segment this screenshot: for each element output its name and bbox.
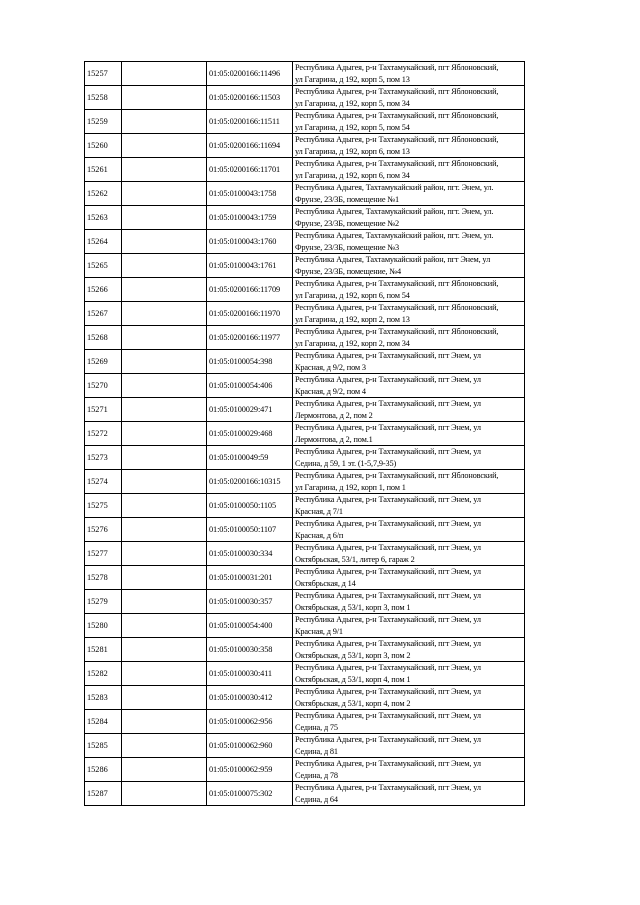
cadastral-number: 01:05:0100054:406 [207, 374, 293, 398]
row-number: 15282 [85, 662, 122, 686]
address-line-1: Республика Адыгея, р-н Тахтамукайский, пгт Энем, ул [295, 423, 481, 433]
address-line-2: Фрунзе, 23/3Б, помещение №1 [295, 194, 400, 204]
address-cell [293, 182, 525, 206]
address-line-2: ул Гагарина, д 192, корп 1, пом 1 [295, 482, 406, 492]
cadastral-number: 01:05:0200166:11694 [207, 134, 293, 158]
cadastral-number: 01:05:0100075:302 [207, 782, 293, 806]
cadastral-number: 01:05:0200166:11977 [207, 326, 293, 350]
address-cell [293, 302, 525, 326]
address-cell [293, 134, 525, 158]
empty-cell [122, 254, 207, 278]
address-line-1: Республика Адыгея, Тахтамукайский район, пгт. Энем, ул. [295, 207, 494, 217]
address-line-2: Красная, д 9/2, пом 4 [295, 386, 366, 396]
row-number: 15277 [85, 542, 122, 566]
table-row [85, 422, 525, 446]
empty-cell [122, 470, 207, 494]
address-cell [293, 734, 525, 758]
address-line-1: Республика Адыгея, р-н Тахтамукайский, пгт Яблоновский, [295, 159, 499, 169]
address-line-1: Республика Адыгея, р-н Тахтамукайский, пгт Энем, ул [295, 735, 481, 745]
cadastral-number: 01:05:0100029:468 [207, 422, 293, 446]
address-line-1: Республика Адыгея, р-н Тахтамукайский, пгт Яблоновский, [295, 279, 499, 289]
address-cell [293, 110, 525, 134]
row-number: 15273 [85, 446, 122, 470]
address-line-2: ул Гагарина, д 192, корп 2, пом 13 [295, 314, 410, 324]
address-line-2: Октябрьская, д 53/1, корп 4, пом 1 [295, 674, 411, 684]
empty-cell [122, 134, 207, 158]
cadastral-number: 01:05:0100030:412 [207, 686, 293, 710]
cadastral-number: 01:05:0100062:959 [207, 758, 293, 782]
address-line-1: Республика Адыгея, р-н Тахтамукайский, пгт Энем, ул [295, 399, 481, 409]
address-cell [293, 758, 525, 782]
cadastral-number: 01:05:0200166:11503 [207, 86, 293, 110]
address-line-1: Республика Адыгея, р-н Тахтамукайский, пгт Энем, ул [295, 375, 481, 385]
empty-cell [122, 494, 207, 518]
row-number: 15283 [85, 686, 122, 710]
row-number: 15262 [85, 182, 122, 206]
empty-cell [122, 158, 207, 182]
table-row [85, 350, 525, 374]
row-number: 15266 [85, 278, 122, 302]
address-cell [293, 230, 525, 254]
table-row [85, 86, 525, 110]
table-row [85, 518, 525, 542]
row-number: 15259 [85, 110, 122, 134]
address-line-2: ул Гагарина, д 192, корп 5, пом 34 [295, 98, 410, 108]
empty-cell [122, 638, 207, 662]
address-cell [293, 710, 525, 734]
address-line-1: Республика Адыгея, р-н Тахтамукайский, пгт Яблоновский, [295, 471, 499, 481]
address-cell [293, 350, 525, 374]
address-line-1: Республика Адыгея, р-н Тахтамукайский, пгт Энем, ул [295, 759, 481, 769]
empty-cell [122, 734, 207, 758]
table-row [85, 614, 525, 638]
address-line-2: ул Гагарина, д 192, корп 5, пом 54 [295, 122, 410, 132]
empty-cell [122, 566, 207, 590]
address-line-1: Республика Адыгея, р-н Тахтамукайский, пгт Яблоновский, [295, 327, 499, 337]
cadastral-number: 01:05:0200166:11496 [207, 62, 293, 86]
address-cell [293, 374, 525, 398]
address-cell [293, 158, 525, 182]
address-line-1: Республика Адыгея, р-н Тахтамукайский, пгт Энем, ул [295, 639, 481, 649]
address-line-1: Республика Адыгея, р-н Тахтамукайский, пгт Энем, ул [295, 591, 481, 601]
empty-cell [122, 590, 207, 614]
cadastral-number: 01:05:0100050:1105 [207, 494, 293, 518]
address-line-2: Красная, д 6/п [295, 530, 344, 540]
cadastral-number: 01:05:0200166:11709 [207, 278, 293, 302]
address-line-1: Республика Адыгея, р-н Тахтамукайский, пгт Яблоновский, [295, 63, 499, 73]
table-row [85, 782, 525, 806]
empty-cell [122, 206, 207, 230]
row-number: 15284 [85, 710, 122, 734]
row-number: 15275 [85, 494, 122, 518]
empty-cell [122, 518, 207, 542]
address-line-1: Республика Адыгея, р-н Тахтамукайский, пгт Энем, ул [295, 519, 481, 529]
row-number: 15274 [85, 470, 122, 494]
address-line-2: Октябрьская, д 53/1, корп 3, пом 1 [295, 602, 411, 612]
row-number: 15267 [85, 302, 122, 326]
empty-cell [122, 710, 207, 734]
address-line-2: ул Гагарина, д 192, корп 6, пом 13 [295, 146, 410, 156]
address-line-1: Республика Адыгея, р-н Тахтамукайский, пгт Энем, ул [295, 351, 481, 361]
address-cell [293, 518, 525, 542]
table-row [85, 278, 525, 302]
address-line-2: ул Гагарина, д 192, корп 5, пом 13 [295, 74, 410, 84]
table-row [85, 662, 525, 686]
row-number: 15280 [85, 614, 122, 638]
table-row [85, 302, 525, 326]
address-cell [293, 614, 525, 638]
address-cell [293, 398, 525, 422]
empty-cell [122, 350, 207, 374]
address-cell [293, 782, 525, 806]
address-cell [293, 494, 525, 518]
cadastral-number: 01:05:0100043:1760 [207, 230, 293, 254]
row-number: 15269 [85, 350, 122, 374]
table-row [85, 638, 525, 662]
table-row [85, 590, 525, 614]
row-number: 15260 [85, 134, 122, 158]
table-row [85, 710, 525, 734]
empty-cell [122, 62, 207, 86]
row-number: 15258 [85, 86, 122, 110]
cadastral-number: 01:05:0100029:471 [207, 398, 293, 422]
empty-cell [122, 782, 207, 806]
address-cell [293, 422, 525, 446]
row-number: 15286 [85, 758, 122, 782]
row-number: 15285 [85, 734, 122, 758]
address-line-1: Республика Адыгея, р-н Тахтамукайский, пгт Яблоновский, [295, 111, 499, 121]
address-cell [293, 662, 525, 686]
cadastral-number: 01:05:0100043:1761 [207, 254, 293, 278]
table-row [85, 230, 525, 254]
address-line-1: Республика Адыгея, р-н Тахтамукайский, пгт Энем, ул [295, 615, 481, 625]
cadastral-number: 01:05:0100031:201 [207, 566, 293, 590]
address-line-1: Республика Адыгея, р-н Тахтамукайский, пгт Энем, ул [295, 447, 481, 457]
address-line-2: Красная, д 7/1 [295, 506, 343, 516]
table-row [85, 326, 525, 350]
empty-cell [122, 422, 207, 446]
address-line-2: Седина, д 81 [295, 746, 338, 756]
address-line-2: Октябрьская, д 53/1, корп 3, пом 2 [295, 650, 411, 660]
address-line-2: Седина, д 64 [295, 794, 338, 804]
cadastral-number: 01:05:0100043:1759 [207, 206, 293, 230]
cadastral-number: 01:05:0200166:11701 [207, 158, 293, 182]
table-row [85, 158, 525, 182]
address-line-2: Октябрьская, д 53/1, корп 4, пом 2 [295, 698, 411, 708]
address-line-2: Красная, д 9/1 [295, 626, 343, 636]
address-line-1: Республика Адыгея, р-н Тахтамукайский, пгт Энем, ул [295, 663, 481, 673]
table-row [85, 134, 525, 158]
address-line-2: Седина, д 59, 1 эт. (1-5,7,9-35) [295, 458, 397, 468]
address-line-1: Республика Адыгея, Тахтамукайский район, пгт Энем, ул [295, 255, 491, 265]
table-row [85, 446, 525, 470]
row-number: 15261 [85, 158, 122, 182]
address-line-1: Республика Адыгея, р-н Тахтамукайский, пгт Энем, ул [295, 711, 481, 721]
address-cell [293, 542, 525, 566]
address-cell [293, 638, 525, 662]
empty-cell [122, 302, 207, 326]
address-line-2: Красная, д 9/2, пом 3 [295, 362, 366, 372]
table-row [85, 566, 525, 590]
table-row [85, 110, 525, 134]
address-line-1: Республика Адыгея, р-н Тахтамукайский, пгт Энем, ул [295, 687, 481, 697]
cadastral-number: 01:05:0200166:10315 [207, 470, 293, 494]
table-row [85, 542, 525, 566]
empty-cell [122, 182, 207, 206]
cadastral-number: 01:05:0100062:960 [207, 734, 293, 758]
address-line-2: Октябрьская, д 14 [295, 578, 356, 588]
cadastral-number: 01:05:0100043:1758 [207, 182, 293, 206]
address-line-1: Республика Адыгея, р-н Тахтамукайский, пгт Энем, ул [295, 495, 481, 505]
cadastral-number: 01:05:0100049:59 [207, 446, 293, 470]
empty-cell [122, 686, 207, 710]
address-line-1: Республика Адыгея, р-н Тахтамукайский, пгт Яблоновский, [295, 303, 499, 313]
cadastral-number: 01:05:0100062:956 [207, 710, 293, 734]
address-cell [293, 686, 525, 710]
address-line-1: Республика Адыгея, Тахтамукайский район, пгт. Энем, ул. [295, 183, 494, 193]
row-number: 15270 [85, 374, 122, 398]
address-cell [293, 566, 525, 590]
address-line-1: Республика Адыгея, р-н Тахтамукайский, пгт Энем, ул [295, 567, 481, 577]
row-number: 15287 [85, 782, 122, 806]
table-row [85, 206, 525, 230]
table-row [85, 686, 525, 710]
empty-cell [122, 758, 207, 782]
table-row [85, 398, 525, 422]
address-cell [293, 206, 525, 230]
address-cell [293, 254, 525, 278]
row-number: 15264 [85, 230, 122, 254]
cadastral-number: 01:05:0200166:11970 [207, 302, 293, 326]
row-number: 15265 [85, 254, 122, 278]
row-number: 15271 [85, 398, 122, 422]
table-row [85, 734, 525, 758]
empty-cell [122, 398, 207, 422]
table-row [85, 62, 525, 86]
cadastral-number: 01:05:0100050:1107 [207, 518, 293, 542]
cadastral-number: 01:05:0100030:358 [207, 638, 293, 662]
address-line-2: ул Гагарина, д 192, корп 2, пом 34 [295, 338, 410, 348]
row-number: 15278 [85, 566, 122, 590]
empty-cell [122, 614, 207, 638]
table-body [85, 62, 525, 806]
property-register-table [84, 61, 525, 806]
address-line-1: Республика Адыгея, р-н Тахтамукайский, пгт Энем, ул [295, 543, 481, 553]
address-line-1: Республика Адыгея, Тахтамукайский район, пгт. Энем, ул. [295, 231, 494, 241]
address-line-2: Седина, д 78 [295, 770, 338, 780]
row-number: 15281 [85, 638, 122, 662]
cadastral-number: 01:05:0100054:400 [207, 614, 293, 638]
row-number: 15257 [85, 62, 122, 86]
address-cell [293, 470, 525, 494]
table-row [85, 470, 525, 494]
address-line-2: ул Гагарина, д 192, корп 6, пом 54 [295, 290, 410, 300]
empty-cell [122, 86, 207, 110]
table-row [85, 758, 525, 782]
cadastral-number: 01:05:0200166:11511 [207, 110, 293, 134]
empty-cell [122, 326, 207, 350]
table-row [85, 254, 525, 278]
row-number: 15279 [85, 590, 122, 614]
address-cell [293, 326, 525, 350]
empty-cell [122, 110, 207, 134]
table-row [85, 374, 525, 398]
address-line-1: Республика Адыгея, р-н Тахтамукайский, пгт Яблоновский, [295, 87, 499, 97]
address-line-2: Фрунзе, 23/3Б, помещение №2 [295, 218, 400, 228]
row-number: 15268 [85, 326, 122, 350]
address-line-1: Республика Адыгея, р-н Тахтамукайский, пгт Яблоновский, [295, 135, 499, 145]
address-cell [293, 446, 525, 470]
address-cell [293, 590, 525, 614]
table-row [85, 494, 525, 518]
address-line-1: Республика Адыгея, р-н Тахтамукайский, пгт Энем, ул [295, 783, 481, 793]
row-number: 15263 [85, 206, 122, 230]
address-cell [293, 62, 525, 86]
address-cell [293, 278, 525, 302]
address-line-2: Фрунзе, 23/3Б, помещение №3 [295, 242, 400, 252]
address-line-2: ул Гагарина, д 192, корп 6, пом 34 [295, 170, 410, 180]
address-line-2: Фрунзе, 23/3Б, помещение, №4 [295, 266, 401, 276]
table-row [85, 182, 525, 206]
row-number: 15272 [85, 422, 122, 446]
address-line-2: Лермонтова, д 2, пом 2 [295, 410, 373, 420]
empty-cell [122, 230, 207, 254]
empty-cell [122, 446, 207, 470]
cadastral-number: 01:05:0100054:398 [207, 350, 293, 374]
cadastral-number: 01:05:0100030:334 [207, 542, 293, 566]
row-number: 15276 [85, 518, 122, 542]
address-cell [293, 86, 525, 110]
empty-cell [122, 662, 207, 686]
address-line-2: Октябрьская, 53/1, литер 6, гараж 2 [295, 554, 415, 564]
cadastral-number: 01:05:0100030:411 [207, 662, 293, 686]
empty-cell [122, 374, 207, 398]
empty-cell [122, 542, 207, 566]
empty-cell [122, 278, 207, 302]
address-line-2: Лермонтова, д 2, пом.1 [295, 434, 373, 444]
address-line-2: Седина, д 75 [295, 722, 338, 732]
cadastral-number: 01:05:0100030:357 [207, 590, 293, 614]
